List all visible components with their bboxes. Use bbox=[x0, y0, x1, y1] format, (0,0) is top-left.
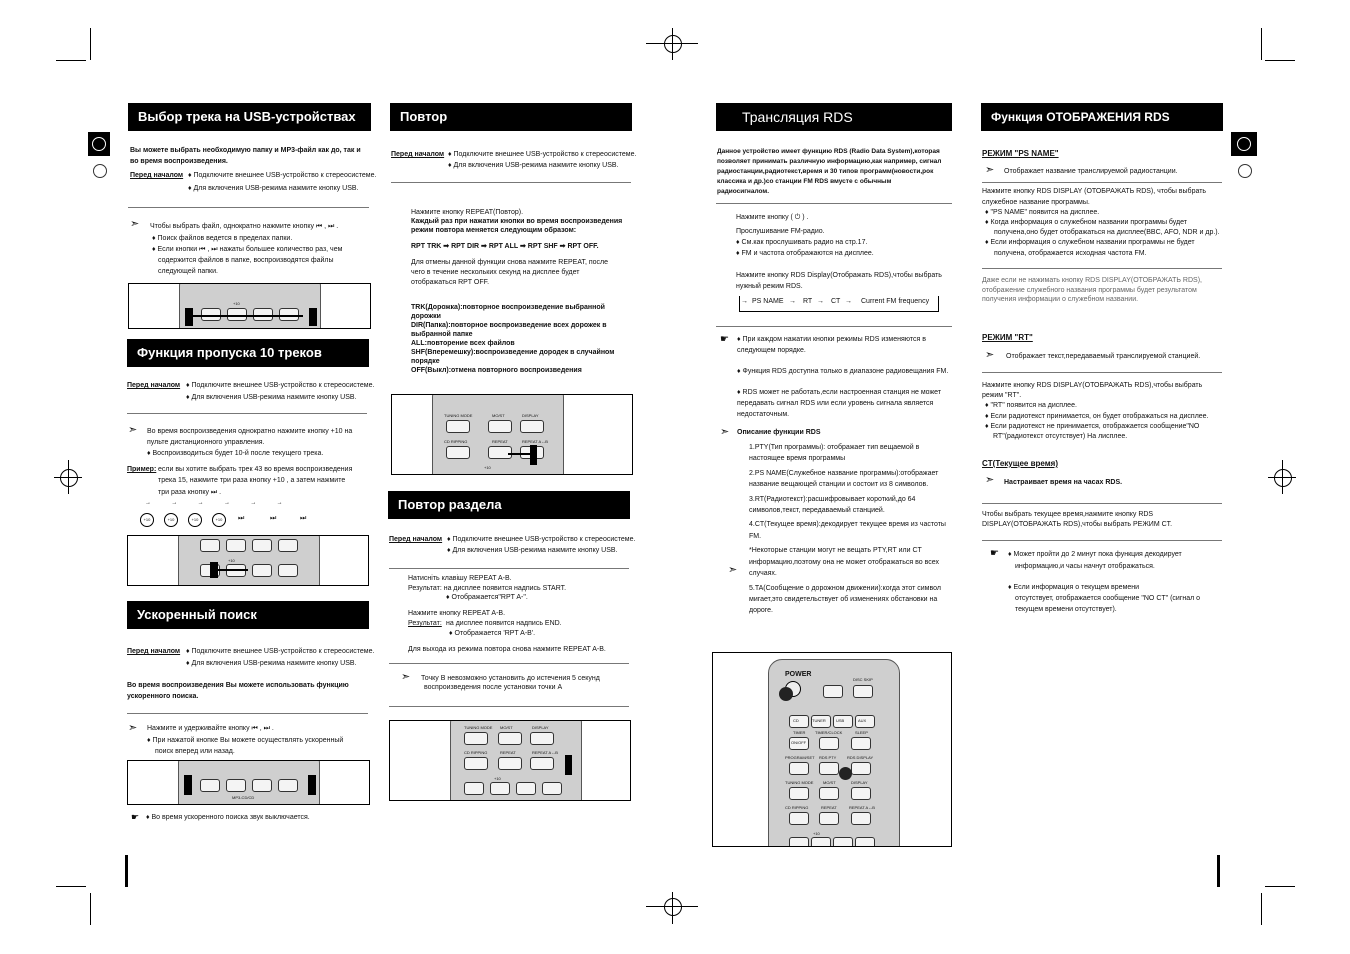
divider bbox=[389, 706, 629, 707]
note-text: воспроизведения после установки точки A bbox=[424, 684, 563, 691]
divider bbox=[127, 413, 367, 414]
note-arrow-icon: ➣ bbox=[130, 218, 140, 230]
registration-line bbox=[68, 460, 69, 494]
before-start-label: Перед началом bbox=[127, 382, 181, 389]
registration-mark bbox=[664, 35, 682, 53]
before-start-label: Перед началом bbox=[389, 536, 443, 543]
rds-desc: дороге. bbox=[749, 607, 774, 614]
bullet-text: ♦ Для включения USB-режима нажмите кнопку USB. bbox=[447, 547, 618, 554]
plus10-circle: +10 bbox=[188, 513, 202, 527]
note-text: Нажмите и удерживайте кнопку ⏮ , ⏭ . bbox=[147, 725, 274, 732]
bullet-text: ♦ "RT" появится на дисплее. bbox=[985, 402, 1077, 409]
remote-illustration: MP3-CD/CD bbox=[127, 760, 370, 805]
rds-intro: радиосигналом. bbox=[717, 188, 769, 195]
step-text: Нажмите кнопку RDS DISPLAY (ОТОБРАЖАТЬ RDS), чтобы выбрать bbox=[982, 188, 1207, 195]
hand-pointer-icon: ☛ bbox=[131, 812, 140, 822]
example-label: Пример: bbox=[127, 466, 157, 473]
section-header-rds: Трансляция RDS bbox=[716, 103, 952, 131]
section-header-repeat: Повтор bbox=[390, 103, 632, 131]
skip-next-icon: ⏭ bbox=[238, 515, 245, 522]
note-text: ♦ При нажатой кнопке Вы можете осуществлять ускоренный bbox=[147, 737, 344, 744]
divider bbox=[982, 372, 1222, 373]
bullet-text: ♦ Подключите внешнее USB-устройство к стереосистеме. bbox=[448, 151, 637, 158]
tip-text: следующем порядке. bbox=[737, 347, 806, 354]
crop-mark bbox=[56, 886, 86, 887]
registration-line bbox=[672, 28, 673, 60]
gray-note: Даже если не нажимать кнопку RDS DISPLAY(ОТОБРАЖАТЬ RDS), bbox=[982, 277, 1202, 284]
disc-icon bbox=[1238, 164, 1252, 178]
gray-note: получения информации о служебном названии. bbox=[982, 296, 1139, 303]
rds-desc: информацию,поэтому она не может отображаться во всех bbox=[749, 559, 939, 566]
flow-rt: RT bbox=[803, 298, 813, 305]
language-tab bbox=[1231, 132, 1257, 156]
tip-text: ♦ При каждом нажатии кнопки режимы RDS изменяются в bbox=[737, 336, 926, 343]
intro-text: ускоренного поиска. bbox=[127, 693, 199, 700]
gray-note: отображение служебного названия программы будет результатом bbox=[982, 287, 1197, 294]
bullet-text: ♦ Подключите внешнее USB-устройство к стереосистеме. bbox=[186, 648, 375, 655]
bullet-text: ♦ Подключите внешнее USB-устройство к стереосистеме. bbox=[447, 536, 636, 543]
note-arrow-icon: ➣ bbox=[985, 474, 995, 486]
disc-icon bbox=[93, 164, 107, 178]
language-tab bbox=[88, 132, 110, 156]
before-start-label: Перед началом bbox=[391, 151, 445, 158]
divider bbox=[389, 568, 629, 569]
crop-mark bbox=[1261, 28, 1262, 60]
plus10-circle: +10 bbox=[164, 513, 178, 527]
rds-intro: позволяет принимать различную информацию,как например, сигнал bbox=[717, 158, 942, 165]
result-label: Результат: bbox=[408, 620, 442, 627]
divider bbox=[982, 540, 1222, 541]
note-text: Отображает текст,передаваемый транслируемой станцией. bbox=[1006, 353, 1201, 360]
step-text: режим "RT". bbox=[982, 392, 1022, 399]
tip-text: передавать сигнал RDS или если уровень сигнала является bbox=[737, 400, 934, 407]
note-arrow-icon: ➣ bbox=[985, 164, 995, 176]
tip-text: ♦ Может пройти до 2 минут пока функция декодирует bbox=[1008, 551, 1182, 558]
step-text: на дисплее появится надпись END. bbox=[446, 620, 562, 627]
flow-ps-name: PS NAME bbox=[752, 298, 784, 305]
rds-intro: классика и др.)со станции FM RDS вмусте с обычным bbox=[717, 178, 892, 185]
mode-desc: SHF(Вперемешку):воспроизведение дородек в случайном bbox=[411, 349, 615, 356]
intro-text: во время воспроизведения. bbox=[130, 158, 228, 165]
step-text: Нажмите кнопку RDS DISPLAY(ОТОБРАЖАТЬ RDS),чтобы выбрать bbox=[982, 382, 1203, 389]
tip-text: текущем времени отсутствует). bbox=[1015, 606, 1117, 613]
sequence-arrows: → → → → → → bbox=[145, 500, 285, 506]
divider bbox=[716, 203, 952, 204]
note-arrow-icon: ➣ bbox=[128, 424, 138, 436]
bullet-text: ♦ Когда информация о служебном названии программы будет bbox=[985, 219, 1187, 226]
registration-mark bbox=[1274, 469, 1292, 487]
step-text: Натисніть клавішу REPEAT A-B. bbox=[408, 575, 512, 582]
intro-text: Вы можете выбрать необходимую папку и MP3-файл как до, так и bbox=[130, 147, 361, 154]
registration-line bbox=[672, 892, 673, 924]
bullet-text: ♦ Для включения USB-режима нажмите кнопку USB. bbox=[186, 394, 357, 401]
step-text: чего в течение нескольких секунд на дисплее будет bbox=[411, 269, 580, 276]
step-text: ♦ Отображается 'RPT A-B'. bbox=[449, 630, 536, 637]
section-header-skip-10: Функция пропуска 10 треков bbox=[127, 339, 369, 367]
step-text: DISPLAY(ОТОБРАЖАТЬ RDS),чтобы выбрать РЕЖИМ CT. bbox=[982, 521, 1173, 528]
mode-desc: TRK(Дорожка):повторное воспроизведение выбранной bbox=[411, 304, 605, 311]
rds-desc: *Некоторые станции могут не вещать PTY,RT или CT bbox=[749, 547, 922, 554]
step-text: Прослушивание FM-радио. bbox=[736, 228, 825, 235]
hand-pointer-icon: ☛ bbox=[720, 334, 729, 345]
remote-illustration: +10 bbox=[127, 535, 369, 586]
bullet-text: RT"(радиотекст отсутствует) На лисплее. bbox=[993, 433, 1128, 440]
rds-intro: радиостанции,радиотекст,время и 30 типов программ(новости,рок bbox=[717, 168, 934, 175]
step-text: Нажмите кнопку RDS Display(Отображать RDS),чтобы выбрать bbox=[736, 272, 942, 279]
bullet-text: ♦ Для включения USB-режима нажмите кнопку USB. bbox=[186, 660, 357, 667]
rds-desc: FM. bbox=[749, 533, 762, 540]
rds-mode-flow: → PS NAME → RT → CT → Current FM frequency bbox=[735, 296, 945, 314]
step-text: Нажмите кнопку REPEAT A-B. bbox=[408, 610, 506, 617]
note-arrow-icon: ➣ bbox=[728, 564, 738, 576]
crop-mark bbox=[1265, 60, 1295, 61]
note-text: ♦ Поиск файлов ведется в пределах папки. bbox=[152, 235, 293, 242]
mode-desc: выбранной папке bbox=[411, 331, 473, 338]
ct-title: CT(Текущее время) bbox=[982, 459, 1058, 468]
bullet-text: получена,оно будет отображаться на дисплее(BBC, AFO, NDR и др.). bbox=[994, 229, 1220, 236]
example-text: трека 15, нажмите три раза кнопку +10 , а затем нажмите bbox=[158, 477, 346, 484]
step-text: ♦ См.как прослушивать радио на стр.17. bbox=[736, 239, 868, 246]
hand-pointer-icon: ☛ bbox=[990, 548, 999, 559]
step-text: Для выхода из режима повтора снова нажмите REPEAT A-B. bbox=[408, 646, 606, 653]
step-text: Результат: на дисплее появится надпись START. bbox=[408, 585, 567, 592]
crop-mark bbox=[90, 893, 91, 925]
crop-mark bbox=[1265, 886, 1295, 887]
divider bbox=[982, 503, 1222, 504]
rds-desc: название вещающей станции и состоит из 8 символов. bbox=[749, 481, 929, 488]
remote-illustration: +10 bbox=[128, 283, 371, 329]
bullet-text: ♦ Подключите внешнее USB-устройство к стереосистеме. bbox=[186, 382, 375, 389]
mode-desc: дорожки bbox=[411, 313, 441, 320]
note-text: Чтобы выбрать файл, однократно нажмите кнопку ⏮ , ⏭ . bbox=[150, 223, 339, 230]
bullet-text: ♦ Если информация о служебном названии программы не будет bbox=[985, 239, 1195, 246]
rds-desc: 4.CT(Текущее время):декодирует текущее время из частоты bbox=[749, 521, 946, 528]
bullet-text: ♦ Для включения USB-режима нажмите кнопку USB. bbox=[448, 162, 619, 169]
registration-line bbox=[1282, 460, 1283, 494]
note-arrow-icon: ➣ bbox=[985, 349, 995, 361]
crop-mark bbox=[1261, 893, 1262, 925]
before-start-label: Перед началом bbox=[127, 648, 181, 655]
flow-ct: CT bbox=[831, 298, 841, 305]
remote-illustration: TUNING MODE MO/ST DISPLAY CD RIPPING REPEAT REPEAT A↔B +10 bbox=[389, 720, 631, 801]
divider bbox=[982, 268, 1222, 269]
remote-illustration-rds: POWER DISC SKIP CD TUNER USB AUX TIMER TIMER/CLOCK SLEEP ON/OFF PROGRAM/SET RDS PTY RDS DISPLAY TUNING MODE MO/ST DISPLAY CD RIPPING REPEAT REPEAT A↔B +10 bbox=[712, 652, 952, 847]
divider bbox=[128, 207, 369, 208]
step-text: Нажмите кнопку ( ⏻ ) . bbox=[736, 214, 809, 221]
divider bbox=[982, 182, 1222, 183]
note-text: содержится файлов в папке, воспроизводятся файлы bbox=[158, 257, 334, 264]
step-text: служебное название программы. bbox=[982, 199, 1090, 206]
page-edge-bar bbox=[125, 855, 128, 887]
section-header-fast-search: Ускоренный поиск bbox=[127, 601, 369, 629]
crop-mark bbox=[56, 60, 86, 61]
note-text: Во время воспроизведения однократно нажмите кнопку +10 на bbox=[147, 428, 353, 435]
note-text: Отображает название транслируемой радиостанции. bbox=[1004, 168, 1178, 175]
plus10-circle: +10 bbox=[212, 513, 226, 527]
tip-text: информацию,и часы начнут отображаться. bbox=[1015, 563, 1155, 570]
rds-desc: мигает,это свидетельствует об изменениях обстановки на bbox=[749, 596, 938, 603]
crop-mark bbox=[90, 28, 91, 60]
rds-desc: случаях. bbox=[749, 570, 777, 577]
before-start-label: Перед началом bbox=[130, 172, 184, 179]
plus10-circle: +10 bbox=[140, 513, 154, 527]
example-text: три раза кнопку ⏭ . bbox=[158, 489, 222, 496]
note-text: ♦ Если кнопки ⏮ , ⏭ нажаты большее количество раз, чем bbox=[152, 246, 343, 253]
note-text: ♦ Во время ускоренного поиска звук выключается. bbox=[146, 814, 310, 821]
section-header-usb-track: Выбор трека на USB-устройствах bbox=[128, 103, 371, 131]
step-text: ♦ Отображается"RPT A-". bbox=[446, 594, 528, 601]
note-text: ♦ Воспроизводиться будет 10-й после текущего трека. bbox=[147, 450, 324, 457]
note-arrow-icon: ➣ bbox=[720, 426, 730, 438]
step-text: Для отмены данной функции снова нажмите REPEAT, после bbox=[411, 259, 609, 266]
ps-name-title: РЕЖИМ "PS NAME" bbox=[982, 149, 1059, 158]
rds-desc: настоящее время программы bbox=[749, 455, 846, 462]
step-text: Каждый раз при нажатии кнопки во время воспроизведения bbox=[411, 218, 623, 225]
rds-desc: 5.TA(Сообщение о дорожном движении):когда этот символ bbox=[749, 585, 941, 592]
mode-desc: DIR(Папка):повторное воспроизведение всех дорожек в bbox=[411, 322, 607, 329]
tip-text: отсутствует, отображается сообщение "NO CT" (сигнал о bbox=[1015, 595, 1201, 602]
tip-text: ♦ Функция RDS доступна только в диапазоне радиовещания FM. bbox=[737, 368, 949, 375]
registration-mark bbox=[664, 898, 682, 916]
step-text: Нажмите кнопку REPEAT(Повтор). bbox=[411, 209, 524, 216]
tip-text: недостаточным. bbox=[737, 411, 790, 418]
bullet-text: ♦ "PS NAME" появится на дисплее. bbox=[985, 209, 1100, 216]
bullet-text: ♦ Если радиотекст принимается, он будет отображаться на дисплее. bbox=[985, 413, 1209, 420]
rt-title: РЕЖИМ "RT" bbox=[982, 333, 1033, 342]
mode-desc: OFF(Выкл):отмена повторного воспроизведения bbox=[411, 367, 582, 374]
bullet-text: ♦ Для включения USB-режима нажмите кнопку USB. bbox=[188, 185, 359, 192]
note-text: пульте дистанционного управления. bbox=[147, 439, 265, 446]
step-text: отображаться RPT OFF. bbox=[411, 279, 490, 286]
note-text: следующей папки. bbox=[158, 268, 218, 275]
section-header-ab-repeat: Повтор раздела bbox=[388, 491, 630, 519]
note-arrow-icon: ➣ bbox=[401, 671, 411, 683]
example-text: если вы хотите выбрать трек 43 во время воспроизведения bbox=[158, 466, 353, 473]
step-text: режим повтора меняется следующим образом: bbox=[411, 227, 577, 234]
rds-intro: Данное устройство имеет функцию RDS (Radio Data System),которая bbox=[717, 148, 940, 155]
skip-next-icon: ⏭ bbox=[270, 515, 277, 522]
note-text: Настраивает время на часах RDS. bbox=[1004, 479, 1123, 486]
flow-frequency: Current FM frequency bbox=[861, 298, 930, 305]
section-header-rds-display: Функция ОТОБРАЖЕНИЯ RDS bbox=[981, 103, 1223, 131]
mode-desc: ALL:повторение всех файлов bbox=[411, 340, 515, 347]
divider bbox=[716, 326, 952, 327]
repeat-sequence: RPT TRK ➡ RPT DIR ➡ RPT ALL ➡ RPT SHF ➡ RPT OFF. bbox=[411, 243, 599, 250]
note-text: Точку B невозможно установить до истечения 5 секунд bbox=[421, 675, 600, 682]
rds-desc: 2.PS NAME(Служебное название программы):отображает bbox=[749, 470, 939, 477]
rds-desc: символов,текст, передаваемый станцией. bbox=[749, 507, 885, 514]
bullet-text: ♦ Подключите внешнее USB-устройство к стереосистеме. bbox=[188, 172, 377, 179]
intro-text: Во время воспроизведения Вы можете использовать функцию bbox=[127, 682, 349, 689]
tip-text: ♦ Если информация о текущем времени bbox=[1008, 584, 1140, 591]
registration-mark bbox=[60, 469, 78, 487]
note-text: поиск вперед или назад. bbox=[155, 748, 235, 755]
step-text: нужный режим RDS. bbox=[736, 283, 803, 290]
step-text: Чтобы выбрать текущее время,нажмите кнопку RDS bbox=[982, 511, 1154, 518]
rds-desc: 1.PTY(Тип программы): отображает тип вещаемой в bbox=[749, 444, 920, 451]
bullet-text: ♦ Если радиотекст не принимается, отображается сообщение"NO bbox=[985, 423, 1200, 430]
skip-next-icon: ⏭ bbox=[300, 515, 307, 522]
rds-desc-title: Описание функции RDS bbox=[737, 429, 821, 436]
page-edge-bar bbox=[1217, 855, 1220, 887]
step-text: ♦ FM и частота отображаются на дисплее. bbox=[736, 250, 874, 257]
divider bbox=[127, 713, 368, 714]
tip-text: ♦ RDS может не работать,если настроенная станция не может bbox=[737, 389, 942, 396]
bullet-text: получена, отображается исходная частота FM. bbox=[994, 250, 1147, 257]
rds-desc: 3.RT(Радиотекст):расшифровывает короткий,до 64 bbox=[749, 496, 916, 503]
remote-illustration: TUNING MODE MO/ST DISPLAY CD RIPPING REPEAT REPEAT A↔B +10 bbox=[391, 394, 633, 475]
divider bbox=[391, 182, 631, 183]
note-arrow-icon: ➣ bbox=[128, 722, 138, 734]
mode-desc: порядке bbox=[411, 358, 440, 365]
divider bbox=[389, 663, 629, 664]
